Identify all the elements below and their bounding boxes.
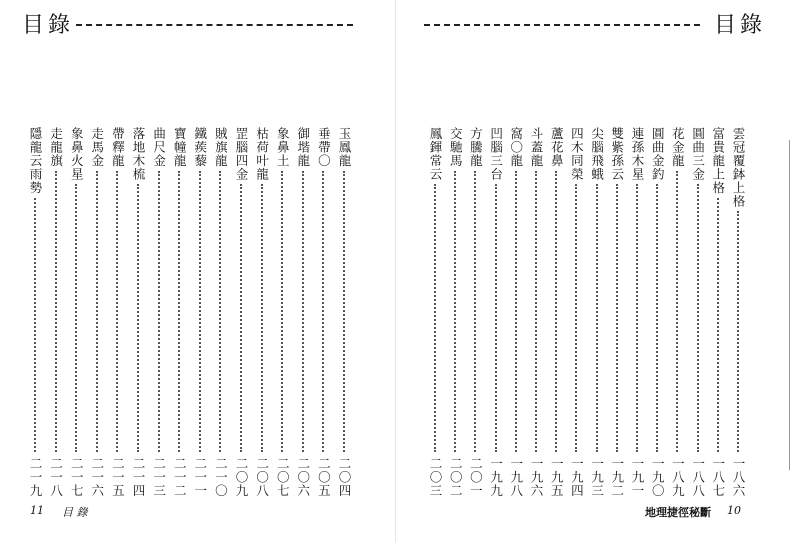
toc-entry-title: 凹腦三台 — [488, 127, 504, 181]
toc-entry-page: 二一五 — [110, 456, 126, 497]
dot-leader — [717, 198, 719, 452]
dot-leader — [636, 184, 638, 452]
toc-entry — [129, 127, 147, 497]
toc-entry — [608, 127, 626, 497]
toc-entry-title: 走龍旗 — [48, 127, 64, 168]
left-page — [0, 0, 396, 542]
dot-leader — [261, 184, 263, 452]
toc-entry-title: 鳳鍕常云 — [428, 127, 443, 181]
toc-entry-page: 一九二 — [609, 456, 625, 497]
dot-leader — [656, 184, 658, 452]
toc-entry-title: 賊旗龍 — [213, 127, 229, 168]
dot-leader — [34, 198, 36, 452]
toc-entry — [253, 127, 271, 497]
heading-rule — [76, 24, 353, 26]
toc-entry-title: 雲冠覆鉢上格 — [731, 127, 746, 208]
dot-leader — [676, 171, 678, 452]
toc-entry-title: 雙紫孫云 — [609, 127, 625, 181]
toc-entry — [150, 127, 168, 497]
toc-entry-title: 玉鳳龍 — [337, 127, 352, 168]
toc-entry-page: 二〇五 — [316, 456, 332, 497]
toc-entry-title: 落地木梳 — [131, 127, 146, 181]
toc-entry-page: 二〇四 — [337, 456, 352, 497]
toc-entry-page: 一九六 — [529, 456, 544, 497]
toc-entry-page: 二〇九 — [234, 456, 249, 497]
toc-entry-title: 四木同榮 — [569, 127, 585, 181]
dot-leader — [55, 171, 57, 452]
page-heading: 目錄 — [22, 13, 75, 38]
page-heading: 目錄 — [714, 13, 767, 38]
page-number: 10 — [727, 504, 741, 517]
toc-entry — [26, 127, 44, 497]
toc-entry — [729, 127, 747, 497]
toc-entry-page: 一九九 — [488, 456, 504, 497]
toc-entry-page: 二一三 — [151, 456, 167, 497]
dot-leader — [96, 171, 98, 452]
toc-entry — [527, 127, 545, 497]
toc-entry-page: 一八六 — [731, 456, 746, 497]
dot-leader — [737, 211, 739, 452]
toc-entry — [466, 127, 484, 497]
dot-leader — [495, 184, 497, 452]
toc-entry-title: 鐵蒺藜 — [192, 127, 208, 168]
toc-entry-page: 二〇六 — [295, 456, 311, 497]
toc-entry-page: 二〇八 — [254, 456, 270, 497]
toc-entry-page: 二〇二 — [448, 456, 464, 497]
toc-entry-page: 一八八 — [690, 456, 706, 497]
dot-leader — [199, 171, 201, 452]
toc-entry — [191, 127, 209, 497]
toc-entry-page: 一九一 — [630, 456, 645, 497]
toc-entry — [487, 127, 505, 497]
toc-entry — [108, 127, 126, 497]
dot-leader — [322, 171, 324, 452]
toc-entry-title: 隱龍云雨勢 — [28, 127, 43, 195]
toc-entry-title: 御堦龍 — [295, 127, 311, 168]
book-title: 地理捷徑秘斷 — [645, 506, 711, 519]
toc-entry-title: 蘆花鼻 — [549, 127, 565, 168]
toc-entry-page: 一八七 — [710, 456, 726, 497]
dot-leader — [75, 184, 77, 452]
toc-entry-title: 圓曲金釣 — [650, 127, 666, 181]
toc-entry — [628, 127, 646, 497]
toc-entry-page: 二〇三 — [428, 456, 443, 497]
toc-entry-title: 曲尺金 — [151, 127, 167, 168]
toc-entry — [294, 127, 312, 497]
toc-entry-title: 罡腦四金 — [234, 127, 249, 181]
toc-entry-title: 方騰龍 — [468, 127, 484, 168]
toc-entry — [47, 127, 65, 497]
dot-leader — [515, 171, 517, 452]
toc-entry-title: 象鼻土 — [275, 127, 291, 168]
toc-entry-page: 二一八 — [48, 456, 64, 497]
toc-entry — [567, 127, 585, 497]
dot-leader — [281, 171, 283, 452]
toc-entry-page: 二一七 — [69, 456, 85, 497]
toc-entry — [709, 127, 727, 497]
dot-leader — [555, 171, 557, 452]
dot-leader — [302, 171, 304, 452]
toc-entry-title: 連孫木星 — [630, 127, 645, 181]
heading-rule — [424, 24, 700, 26]
toc-entry — [689, 127, 707, 497]
toc-entry-title: 尖腦飛蛾 — [589, 127, 605, 181]
toc-entry-title: 寶幢龍 — [172, 127, 188, 168]
toc-entry — [211, 127, 229, 497]
toc-entry — [232, 127, 250, 497]
toc-entry-page: 二〇七 — [275, 456, 291, 497]
toc-entry-title: 帶釋龍 — [110, 127, 126, 168]
toc-entry-title: 花金龍 — [670, 127, 686, 168]
toc-entry — [648, 127, 666, 497]
dot-leader — [596, 184, 598, 452]
toc-entry-title: 走馬金 — [89, 127, 105, 168]
toc-entry-title: 圓曲三金 — [690, 127, 706, 181]
dot-leader — [178, 171, 180, 452]
toc-entry — [446, 127, 464, 497]
toc-entry-page: 二一二 — [172, 456, 188, 497]
dot-leader — [697, 184, 699, 452]
page-number: 11 — [30, 504, 44, 517]
toc-entry — [88, 127, 106, 497]
page-footer — [30, 504, 88, 520]
toc-entry-page: 一九三 — [589, 456, 605, 497]
toc-entry-page: 一九四 — [569, 456, 585, 497]
dot-leader — [240, 184, 242, 452]
toc-entry — [335, 127, 353, 497]
dot-leader — [219, 171, 221, 452]
toc-entry-page: 一九八 — [508, 456, 524, 497]
toc-entry-page: 二一九 — [28, 456, 43, 497]
toc-entry-page: 二一四 — [131, 456, 146, 497]
page-edge — [789, 140, 790, 470]
toc-entry-page: 二一〇 — [213, 456, 229, 497]
toc-entry-page: 二〇一 — [468, 456, 484, 497]
toc-entry-title: 富貴龍上格 — [710, 127, 726, 195]
toc-entry-title: 交馳馬 — [448, 127, 464, 168]
toc-entry-page: 一八九 — [670, 456, 686, 497]
toc-entry-page: 二一一 — [192, 456, 208, 497]
dot-leader — [575, 184, 577, 452]
dot-leader — [535, 171, 537, 452]
toc-entry — [507, 127, 525, 497]
toc-entry — [588, 127, 606, 497]
toc-entry-page: 一九〇 — [650, 456, 666, 497]
toc-entry-page: 一九五 — [549, 456, 565, 497]
toc-entry-title: 垂帶〇 — [316, 127, 332, 168]
toc-entry — [273, 127, 291, 497]
dot-leader — [616, 184, 618, 452]
dot-leader — [343, 171, 345, 452]
toc-entry-title: 斗蓋龍 — [529, 127, 544, 168]
right-page — [396, 0, 793, 542]
toc-entry — [170, 127, 188, 497]
dot-leader — [158, 171, 160, 452]
dot-leader — [454, 171, 456, 452]
toc-entry-title: 窩〇龍 — [508, 127, 524, 168]
dot-leader — [137, 184, 139, 452]
toc-entry — [668, 127, 686, 497]
dot-leader — [434, 184, 436, 452]
toc-entry-page: 二一六 — [89, 456, 105, 497]
toc-entry — [547, 127, 565, 497]
dot-leader — [474, 171, 476, 452]
dot-leader — [116, 171, 118, 452]
toc-entry — [314, 127, 332, 497]
toc-entry — [426, 127, 444, 497]
toc-entry-title: 象鼻火星 — [69, 127, 85, 181]
toc-entry — [67, 127, 85, 497]
running-head: 目 錄 — [62, 506, 88, 519]
page-footer — [645, 504, 741, 520]
toc-entry-title: 枯荷叶龍 — [254, 127, 270, 181]
